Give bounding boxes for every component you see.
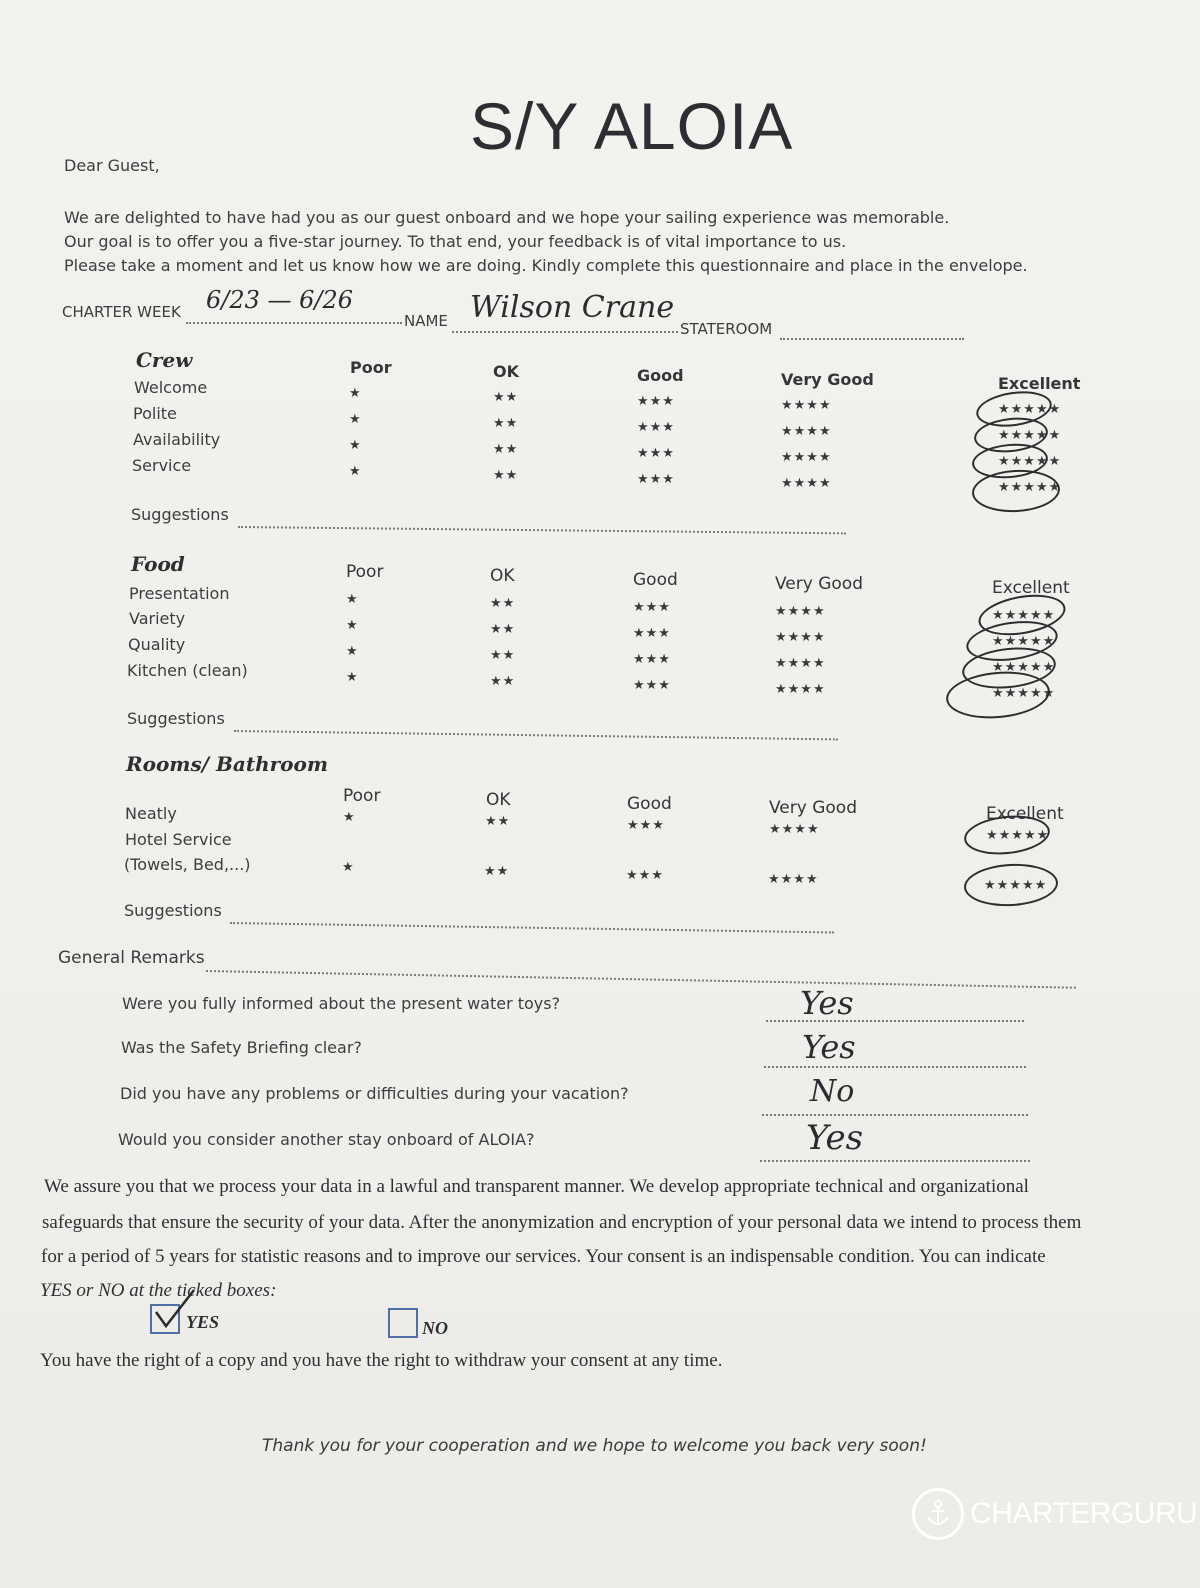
star-option[interactable]: ★ bbox=[346, 592, 359, 607]
star-option[interactable]: ★★★ bbox=[637, 420, 675, 435]
star-option-selected[interactable]: ★★★★★ bbox=[992, 660, 1056, 675]
star-option-selected[interactable]: ★★★★★ bbox=[986, 828, 1050, 843]
answer-line bbox=[762, 1114, 1028, 1116]
name-label: NAME bbox=[404, 312, 448, 330]
consent-line-4: YES or NO at the ticked boxes: bbox=[40, 1280, 277, 1301]
food-item-variety: Variety bbox=[129, 609, 186, 628]
consent-yes-label: YES bbox=[186, 1312, 220, 1332]
col-good: Good bbox=[637, 366, 684, 385]
col-poor: Poor bbox=[346, 562, 384, 582]
star-option[interactable]: ★ bbox=[343, 810, 356, 825]
col-good: Good bbox=[633, 570, 678, 590]
food-suggestions-label: Suggestions bbox=[127, 709, 225, 728]
name-line bbox=[452, 331, 678, 333]
charter-week-label: CHARTER WEEK bbox=[62, 303, 181, 321]
crew-item-polite: Polite bbox=[133, 404, 177, 423]
star-option[interactable]: ★ bbox=[349, 386, 362, 401]
rooms-suggestions-field[interactable] bbox=[230, 922, 834, 933]
answer-line bbox=[764, 1066, 1026, 1068]
consent-no-checkbox[interactable] bbox=[388, 1308, 418, 1338]
star-option-selected[interactable]: ★★★★★ bbox=[992, 686, 1056, 701]
answer-water-toys[interactable]: Yes bbox=[800, 984, 854, 1022]
star-option[interactable]: ★★ bbox=[493, 390, 519, 405]
crew-item-service: Service bbox=[132, 456, 192, 475]
star-option[interactable]: ★★★ bbox=[627, 818, 665, 833]
star-option[interactable]: ★★★★ bbox=[768, 872, 819, 887]
crew-item-availability: Availability bbox=[133, 430, 221, 449]
charter-week-line bbox=[186, 322, 402, 324]
question-another-stay: Would you consider another stay onboard of ALOIA? bbox=[118, 1130, 535, 1149]
question-safety-briefing: Was the Safety Briefing clear? bbox=[121, 1038, 362, 1057]
intro-line-3: Please take a moment and let us know how we are doing. Kindly complete this questionnaire and place in the envelope. bbox=[64, 256, 1028, 275]
star-option[interactable]: ★★★★ bbox=[775, 604, 826, 619]
star-option[interactable]: ★★ bbox=[490, 674, 516, 689]
general-remarks-field[interactable] bbox=[206, 970, 1076, 989]
crew-suggestions-field[interactable] bbox=[238, 526, 846, 534]
thank-you-note: Thank you for your cooperation and we hope to welcome you back very soon! bbox=[262, 1436, 927, 1456]
consent-line-3: for a period of 5 years for statistic reasons and to improve our services. Your consent is an indispensable condition. You can indicate bbox=[41, 1246, 1046, 1267]
star-option[interactable]: ★★ bbox=[493, 416, 519, 431]
star-option[interactable]: ★ bbox=[342, 860, 355, 875]
question-problems: Did you have any problems or difficulties during your vacation? bbox=[120, 1084, 629, 1103]
star-option[interactable]: ★★★ bbox=[626, 868, 664, 883]
col-excellent: Excellent bbox=[998, 374, 1081, 393]
food-suggestions-field[interactable] bbox=[234, 730, 838, 740]
star-option[interactable]: ★★ bbox=[493, 442, 519, 457]
star-option[interactable]: ★ bbox=[349, 464, 362, 479]
star-option[interactable]: ★★★★ bbox=[781, 476, 832, 491]
star-option[interactable]: ★★★★ bbox=[781, 424, 832, 439]
star-option[interactable]: ★★ bbox=[490, 622, 516, 637]
col-ok: OK bbox=[486, 790, 511, 810]
food-item-presentation: Presentation bbox=[129, 584, 230, 603]
star-option[interactable]: ★★ bbox=[484, 864, 510, 879]
star-option-selected[interactable]: ★★★★★ bbox=[998, 454, 1062, 469]
consent-line-2: safeguards that ensure the security of your data. After the anonymization and encryption of your personal data we intend to process them bbox=[42, 1212, 1082, 1233]
col-good: Good bbox=[627, 794, 672, 814]
answer-line bbox=[760, 1160, 1030, 1162]
food-item-kitchen: Kitchen (clean) bbox=[127, 661, 248, 680]
star-option[interactable]: ★ bbox=[346, 618, 359, 633]
star-option[interactable]: ★★★★ bbox=[781, 398, 832, 413]
star-option-selected[interactable]: ★★★★★ bbox=[992, 608, 1056, 623]
col-very-good: Very Good bbox=[775, 574, 863, 594]
consent-rights: You have the right of a copy and you have the right to withdraw your consent at any time. bbox=[40, 1350, 723, 1371]
col-excellent: Excellent bbox=[986, 804, 1064, 824]
stateroom-label: STATEROOM bbox=[680, 320, 773, 338]
stateroom-line[interactable] bbox=[780, 338, 964, 340]
intro-line-1: We are delighted to have had you as our guest onboard and we hope your sailing experience was memorable. bbox=[64, 208, 950, 227]
consent-no-label: NO bbox=[422, 1318, 448, 1338]
charter-week-value[interactable]: 6/23 — 6/26 bbox=[206, 286, 354, 314]
star-option[interactable]: ★★ bbox=[490, 596, 516, 611]
star-option-selected[interactable]: ★★★★★ bbox=[998, 428, 1062, 443]
rating-circle-mark bbox=[963, 862, 1059, 909]
crew-suggestions-label: Suggestions bbox=[131, 505, 229, 524]
rating-circle-mark bbox=[944, 668, 1052, 723]
col-very-good: Very Good bbox=[781, 370, 874, 389]
col-very-good: Very Good bbox=[769, 798, 857, 818]
rooms-item-hotel-service: Hotel Service bbox=[125, 830, 232, 849]
answer-safety-briefing[interactable]: Yes bbox=[802, 1028, 856, 1066]
section-title-rooms: Rooms/ Bathroom bbox=[126, 752, 329, 776]
star-option[interactable]: ★ bbox=[349, 438, 362, 453]
col-ok: OK bbox=[493, 362, 519, 381]
rooms-item-neatly: Neatly bbox=[125, 804, 177, 823]
star-option[interactable]: ★★★ bbox=[633, 678, 671, 693]
star-option[interactable]: ★ bbox=[349, 412, 362, 427]
anchor-icon bbox=[912, 1488, 964, 1540]
rating-circle-mark bbox=[962, 812, 1052, 859]
answer-problems[interactable]: No bbox=[810, 1074, 855, 1109]
star-option[interactable]: ★★★★ bbox=[775, 682, 826, 697]
crew-item-welcome: Welcome bbox=[134, 378, 208, 397]
star-option[interactable]: ★★★ bbox=[633, 626, 671, 641]
star-option[interactable]: ★★ bbox=[493, 468, 519, 483]
star-option[interactable]: ★★★ bbox=[637, 446, 675, 461]
star-option[interactable]: ★ bbox=[346, 644, 359, 659]
col-excellent: Excellent bbox=[992, 578, 1070, 598]
section-title-food: Food bbox=[131, 552, 185, 576]
watermark-text: CHARTERGURU bbox=[970, 1497, 1198, 1530]
star-option-selected[interactable]: ★★★★★ bbox=[998, 480, 1062, 495]
star-option[interactable]: ★★★ bbox=[637, 394, 675, 409]
star-option[interactable]: ★★ bbox=[485, 814, 511, 829]
section-title-crew: Crew bbox=[136, 348, 193, 372]
star-option[interactable]: ★★★ bbox=[637, 472, 675, 487]
name-value[interactable]: Wilson Crane bbox=[470, 290, 675, 325]
star-option-selected[interactable]: ★★★★★ bbox=[984, 878, 1048, 893]
star-option[interactable]: ★★★★ bbox=[775, 656, 826, 671]
food-item-quality: Quality bbox=[128, 635, 186, 654]
star-option[interactable]: ★★★ bbox=[633, 652, 671, 667]
star-option[interactable]: ★ bbox=[346, 670, 359, 685]
col-ok: OK bbox=[490, 566, 515, 586]
greeting: Dear Guest, bbox=[64, 156, 160, 175]
star-option-selected[interactable]: ★★★★★ bbox=[998, 402, 1062, 417]
rooms-item-towels: (Towels, Bed,...) bbox=[124, 855, 251, 874]
star-option-selected[interactable]: ★★★★★ bbox=[992, 634, 1056, 649]
answer-another-stay[interactable]: Yes bbox=[806, 1118, 864, 1158]
col-poor: Poor bbox=[350, 358, 392, 377]
star-option[interactable]: ★★ bbox=[490, 648, 516, 663]
consent-line-1: We assure you that we process your data in a lawful and transparent manner. We develop appropriate technical and organizational bbox=[44, 1176, 1029, 1197]
intro-line-2: Our goal is to offer you a five-star journey. To that end, your feedback is of vital importance to us. bbox=[64, 232, 847, 251]
rooms-suggestions-label: Suggestions bbox=[124, 901, 222, 920]
question-water-toys: Were you fully informed about the present water toys? bbox=[122, 994, 561, 1013]
charterguru-watermark bbox=[912, 1488, 1197, 1540]
col-poor: Poor bbox=[343, 786, 381, 806]
general-remarks-label: General Remarks bbox=[58, 948, 205, 968]
star-option[interactable]: ★★★★ bbox=[769, 822, 820, 837]
star-option[interactable]: ★★★★ bbox=[775, 630, 826, 645]
page-title: S/Y ALOIA bbox=[470, 89, 794, 163]
star-option[interactable]: ★★★★ bbox=[781, 450, 832, 465]
star-option[interactable]: ★★★ bbox=[633, 600, 671, 615]
